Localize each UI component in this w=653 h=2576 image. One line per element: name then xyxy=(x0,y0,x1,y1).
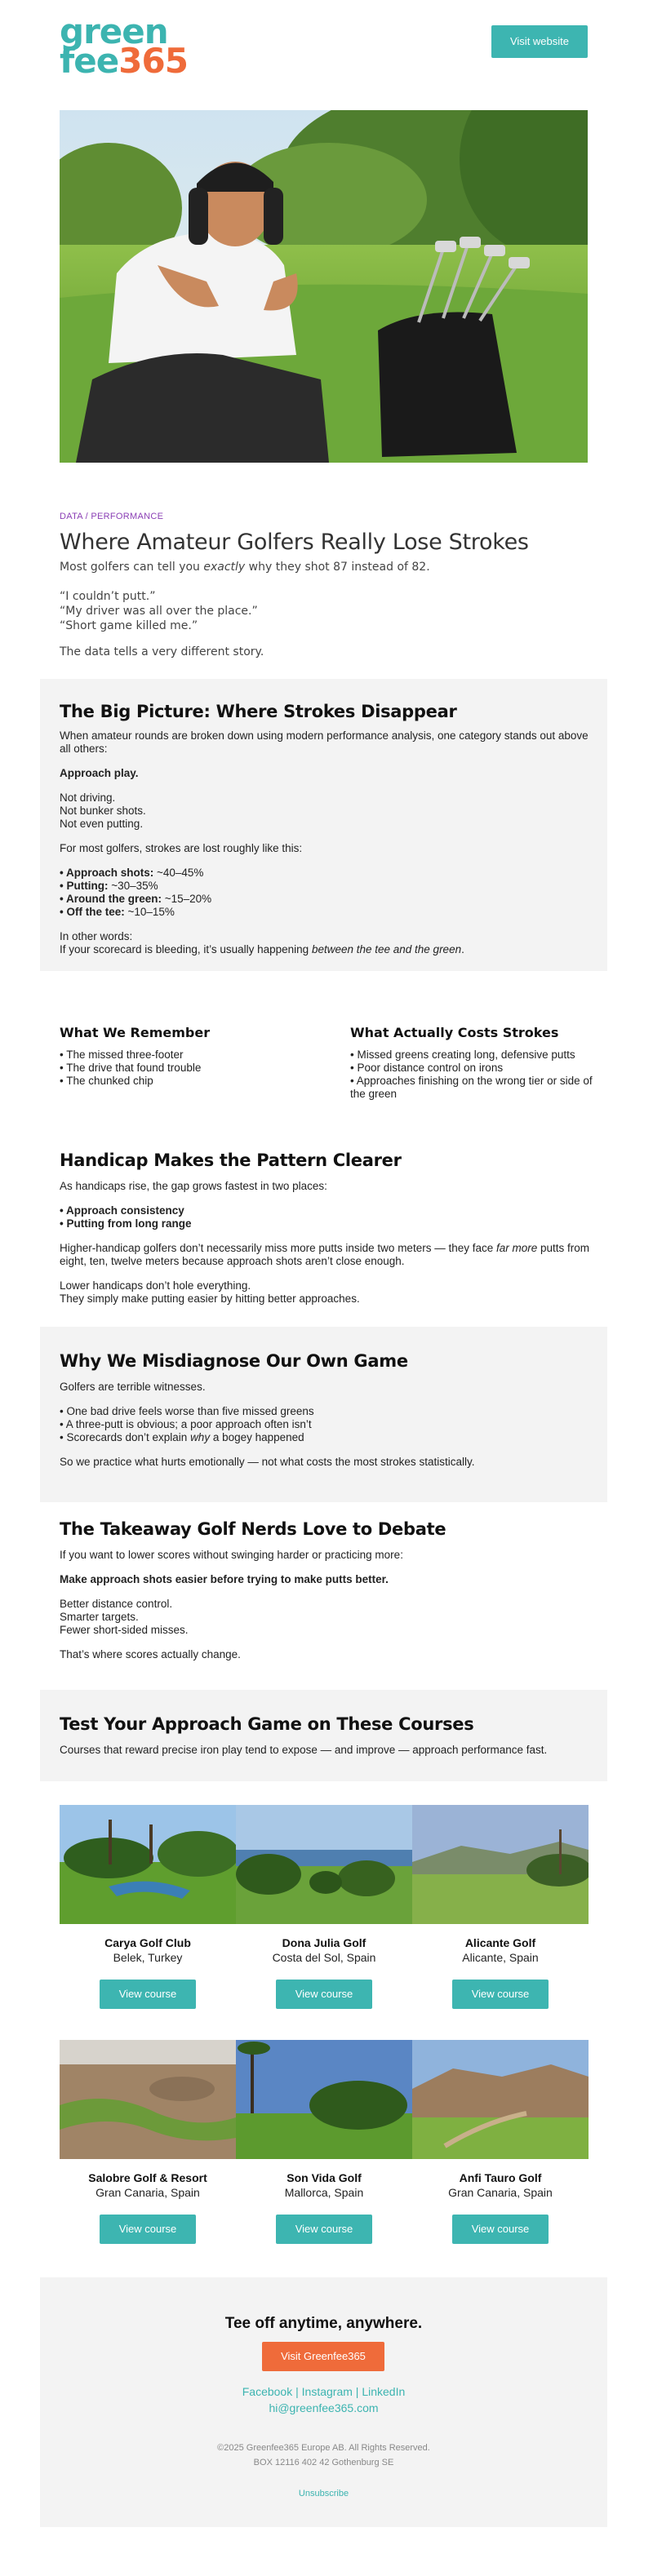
handicap-bullet-2 xyxy=(60,1217,590,1230)
stat-around-green xyxy=(60,893,590,906)
quote-3: “Short game killed me.” xyxy=(60,619,198,632)
logo-text-365: 365 xyxy=(118,41,188,81)
handicap-p2 xyxy=(60,1242,590,1268)
logo-text-fee: fee xyxy=(60,41,119,81)
intro-lead xyxy=(60,560,598,574)
closing-a: If your scorecard is bleeding, it’s usually happening xyxy=(60,943,312,955)
intro-closing: The data tells a very different story. xyxy=(60,645,264,658)
stat-putting xyxy=(60,880,590,893)
view-course-button-alicante[interactable]: View course xyxy=(452,1980,549,2009)
misdiagnose-p2: So we practice what hurts emotionally — not what costs the most strokes statistically. xyxy=(60,1456,475,1468)
handicap-p1: As handicaps rise, the gap grows fastest in two places: xyxy=(60,1180,327,1192)
course-image-dona-julia[interactable] xyxy=(236,1805,412,1924)
visit-website-button[interactable]: Visit website xyxy=(491,25,588,58)
handicap-p3-line1: Lower handicaps don’t hole everything. xyxy=(60,1279,251,1292)
link-separator: | xyxy=(352,2385,362,2398)
intro-lead-b: why they shot 87 instead of 82. xyxy=(245,561,430,574)
intro-lead-a: Most golfers can tell you xyxy=(60,561,204,574)
course-photo-anfi-tauro xyxy=(412,2040,589,2159)
logo-text-bottom xyxy=(60,41,188,81)
header xyxy=(0,0,653,91)
course-photo-carya xyxy=(60,1805,236,1924)
course-image-son-vida[interactable] xyxy=(236,2040,412,2159)
test-p: Courses that reward precise iron play tend to expose — and improve — approach performance fast. xyxy=(60,1744,548,1756)
course-name-alicante: Alicante Golf xyxy=(464,1936,536,1949)
course-name-son-vida: Son Vida Golf xyxy=(287,2171,362,2184)
handicap-p2-a: Higher-handicap golfers don’t necessarily miss more putts inside two meters — they face xyxy=(60,1242,496,1254)
misdiagnose-bullet-3 xyxy=(60,1431,590,1444)
course-image-carya[interactable] xyxy=(60,1805,236,1924)
takeaway-bold xyxy=(60,1573,590,1586)
email-link[interactable]: hi@greenfee365.com xyxy=(269,2401,379,2414)
what-actually-costs xyxy=(350,1025,595,1101)
takeaway-p1: If you want to lower scores without swinging harder or practicing more: xyxy=(60,1549,403,1561)
handicap-bullet-1 xyxy=(60,1204,590,1217)
misdiagnose-b3-em: why xyxy=(190,1431,211,1443)
actually-item-3: • Approaches finishing on the wrong tier or side of the green xyxy=(350,1075,593,1100)
takeaway-line-3: Fewer short-sided misses. xyxy=(60,1624,189,1636)
misdiagnose-bullet-2: • A three-putt is obvious; a poor approach often isn’t xyxy=(60,1418,312,1430)
intro-section xyxy=(60,512,598,659)
stat-off-tee-value: ~10–15% xyxy=(124,906,175,918)
instagram-link[interactable]: Instagram xyxy=(301,2385,353,2398)
actually-title: What Actually Costs Strokes xyxy=(350,1025,559,1040)
address-text: BOX 12116 402 42 Gothenburg SE xyxy=(253,2458,394,2467)
article-title: Where Amateur Golfers Really Lose Strokes xyxy=(60,530,529,555)
course-name-salobre: Salobre Golf & Resort xyxy=(88,2171,207,2184)
social-links xyxy=(40,2385,607,2398)
view-course-button-anfi-tauro[interactable]: View course xyxy=(452,2215,549,2244)
stat-off-tee-label: • Off the tee: xyxy=(60,906,125,918)
approach-play-text: Approach play. xyxy=(60,767,139,779)
not-putting: Not even putting. xyxy=(60,818,144,830)
big-picture-p2: For most golfers, strokes are lost roughly like this: xyxy=(60,842,303,854)
course-location-son-vida: Mallorca, Spain xyxy=(284,2186,364,2199)
stat-putting-label: • Putting: xyxy=(60,880,109,892)
stat-putting-value: ~30–35% xyxy=(108,880,158,892)
takeaway-line-2: Smarter targets. xyxy=(60,1611,139,1623)
footer-panel xyxy=(40,2277,607,2527)
copyright-text: ©2025 Greenfee365 Europe AB. All Rights Reserved. xyxy=(217,2443,430,2453)
takeaway-section xyxy=(60,1519,590,1661)
takeaway-line-1: Better distance control. xyxy=(60,1598,173,1610)
stat-off-tee xyxy=(60,906,590,919)
view-course-button-salobre[interactable]: View course xyxy=(100,2215,196,2244)
facebook-link[interactable]: Facebook xyxy=(242,2385,293,2398)
closing-b: . xyxy=(461,943,464,955)
stat-approach xyxy=(60,867,590,880)
misdiagnose-b3-b: a bogey happened xyxy=(210,1431,304,1443)
course-image-alicante[interactable] xyxy=(412,1805,589,1924)
course-photo-alicante xyxy=(412,1805,589,1924)
misdiagnose-b3-a: • Scorecards don’t explain xyxy=(60,1431,191,1443)
course-photo-salobre xyxy=(60,2040,236,2159)
takeaway-closing: That’s where scores actually change. xyxy=(60,1648,241,1660)
handicap-section xyxy=(60,1151,590,1306)
linkedin-link[interactable]: LinkedIn xyxy=(362,2385,406,2398)
hero-illustration xyxy=(60,110,588,463)
stat-approach-label: • Approach shots: xyxy=(60,867,154,879)
takeaway-title: The Takeaway Golf Nerds Love to Debate xyxy=(60,1519,446,1539)
link-separator: | xyxy=(292,2385,302,2398)
course-image-anfi-tauro[interactable] xyxy=(412,2040,589,2159)
big-picture-closing xyxy=(60,943,590,956)
closing-em: between the tee and the green xyxy=(311,943,462,955)
course-name-dona-julia: Dona Julia Golf xyxy=(282,1936,366,1949)
course-name-carya: Carya Golf Club xyxy=(104,1936,191,1949)
hero-image-frustrated-golfer xyxy=(60,110,588,463)
quote-1: “I couldn’t putt.” xyxy=(60,590,156,603)
in-other-words: In other words: xyxy=(60,930,133,942)
misdiagnose-bullet-1: • One bad drive feels worse than five missed greens xyxy=(60,1405,314,1417)
what-we-remember xyxy=(60,1025,321,1088)
big-picture-title: The Big Picture: Where Strokes Disappear xyxy=(60,702,457,721)
actually-item-2: • Poor distance control on irons xyxy=(350,1062,504,1074)
view-course-button-son-vida[interactable]: View course xyxy=(276,2215,372,2244)
intro-lead-em: exactly xyxy=(203,561,246,574)
course-name-anfi-tauro: Anfi Tauro Golf xyxy=(459,2171,542,2184)
handicap-p2-em: far more xyxy=(495,1242,538,1254)
course-location-dona-julia: Costa del Sol, Spain xyxy=(272,1951,376,1964)
remember-item-3: • The chunked chip xyxy=(60,1075,153,1087)
stat-around-green-label: • Around the green: xyxy=(60,893,162,905)
remember-title: What We Remember xyxy=(60,1025,211,1040)
logo-text-top: green xyxy=(60,11,168,51)
category-eyebrow: DATA / PERFORMANCE xyxy=(60,512,164,521)
handicap-p2-b: putts from eight, ten, twelve meters because approach shots aren’t close enough. xyxy=(60,1242,590,1267)
remember-item-1: • The missed three-footer xyxy=(60,1049,184,1061)
misdiagnose-title: Why We Misdiagnose Our Own Game xyxy=(60,1351,408,1371)
big-picture-p1: When amateur rounds are broken down using modern performance analysis, one category stands out above all others: xyxy=(60,729,589,755)
approach-play-bold xyxy=(60,767,590,780)
handicap-title: Handicap Makes the Pattern Clearer xyxy=(60,1151,402,1170)
stat-around-green-value: ~15–20% xyxy=(161,893,212,905)
test-courses-panel xyxy=(40,1690,607,1781)
remember-item-2: • The drive that found trouble xyxy=(60,1062,202,1074)
handicap-bullet-2-text: • Putting from long range xyxy=(60,1217,192,1230)
course-photo-son-vida xyxy=(236,2040,412,2159)
visit-greenfee365-button[interactable]: Visit Greenfee365 xyxy=(262,2342,384,2371)
handicap-bullet-1-text: • Approach consistency xyxy=(60,1204,184,1217)
course-image-salobre[interactable] xyxy=(60,2040,236,2159)
stat-approach-value: ~40–45% xyxy=(153,867,204,879)
course-photo-dona-julia xyxy=(236,1805,412,1924)
big-picture-panel xyxy=(40,679,607,971)
test-title: Test Your Approach Game on These Courses xyxy=(60,1714,474,1734)
not-driving: Not driving. xyxy=(60,791,116,804)
course-location-anfi-tauro: Gran Canaria, Spain xyxy=(448,2186,553,2199)
handicap-p3-line2: They simply make putting easier by hitting better approaches. xyxy=(60,1292,360,1305)
takeaway-bold-text: Make approach shots easier before trying to make putts better. xyxy=(60,1573,389,1585)
not-bunker: Not bunker shots. xyxy=(60,805,146,817)
course-location-alicante: Alicante, Spain xyxy=(462,1951,539,1964)
actually-item-1: • Missed greens creating long, defensive putts xyxy=(350,1049,575,1061)
course-location-carya: Belek, Turkey xyxy=(113,1951,183,1964)
view-course-button-carya[interactable]: View course xyxy=(100,1980,196,2009)
course-location-salobre: Gran Canaria, Spain xyxy=(96,2186,200,2199)
greenfee365-logo[interactable] xyxy=(60,11,198,81)
quote-2: “My driver was all over the place.” xyxy=(60,605,258,618)
misdiagnose-panel xyxy=(40,1327,607,1502)
misdiagnose-p1: Golfers are terrible witnesses. xyxy=(60,1381,206,1393)
footer-tagline: Tee off anytime, anywhere. xyxy=(224,2315,423,2332)
view-course-button-dona-julia[interactable]: View course xyxy=(276,1980,372,2009)
unsubscribe-link[interactable]: Unsubscribe xyxy=(298,2489,349,2498)
